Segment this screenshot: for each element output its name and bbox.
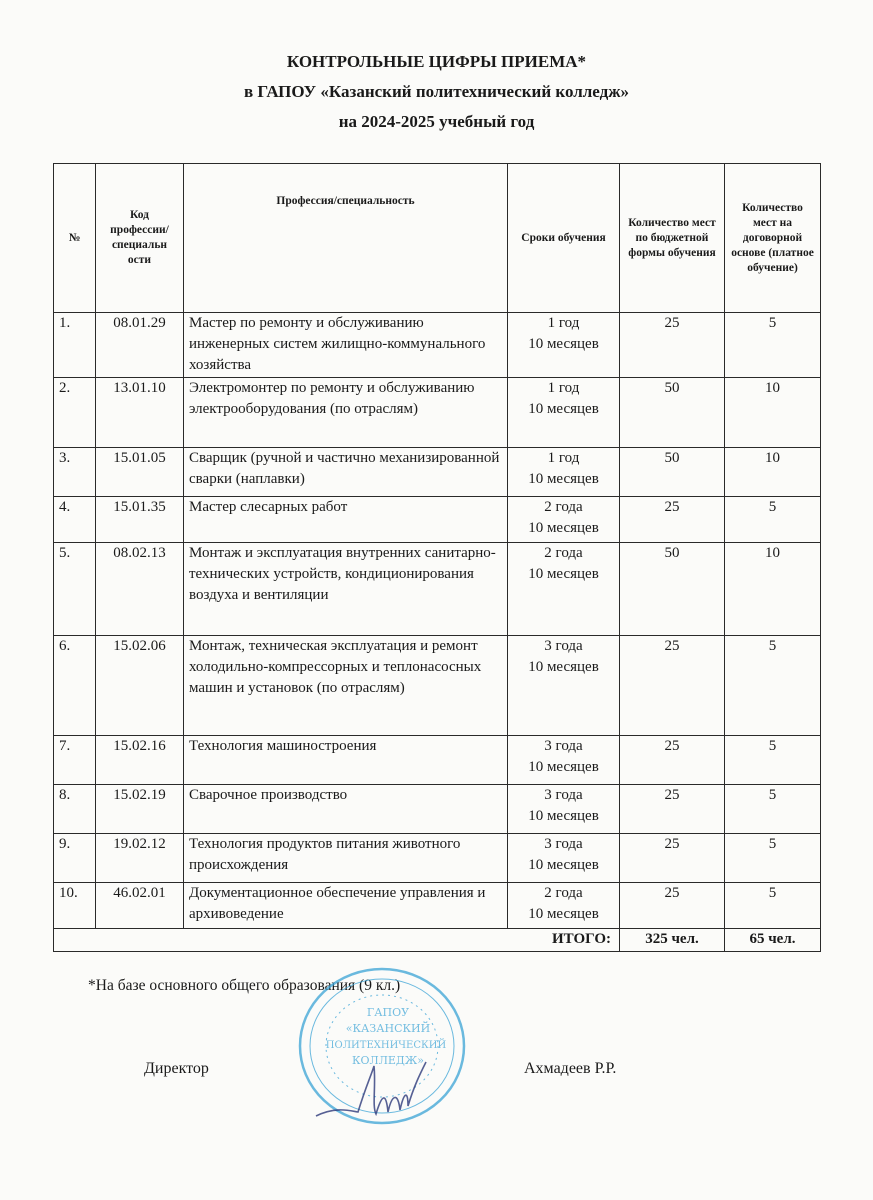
row-num: 2. bbox=[54, 378, 96, 448]
total-paid: 65 чел. bbox=[725, 929, 821, 952]
term-months: 10 месяцев bbox=[528, 906, 599, 922]
row-term bbox=[508, 785, 620, 834]
term-years: 1 год bbox=[547, 380, 580, 396]
row-code: 15.02.16 bbox=[96, 736, 184, 785]
term-months: 10 месяцев bbox=[528, 520, 599, 536]
row-paid: 5 bbox=[725, 636, 821, 736]
table-row bbox=[54, 497, 821, 543]
row-code: 08.02.13 bbox=[96, 543, 184, 636]
row-term bbox=[508, 313, 620, 378]
term-years: 3 года bbox=[544, 638, 583, 654]
header-profession: Профессия/специальность bbox=[184, 164, 508, 313]
table-row bbox=[54, 636, 821, 736]
header-paid: Количество мест на договорной основе (платное обучение) bbox=[725, 164, 821, 313]
row-name: Монтаж, техническая эксплуатация и ремонт холодильно-компрессорных и теплонасосных машин и установок (по отраслям) bbox=[184, 636, 508, 736]
row-paid: 5 bbox=[725, 834, 821, 883]
row-term bbox=[508, 736, 620, 785]
stamp-line: ГАПОУ bbox=[366, 1006, 410, 1019]
row-paid: 5 bbox=[725, 313, 821, 378]
row-budget: 50 bbox=[620, 448, 725, 497]
row-name: Технология машиностроения bbox=[184, 736, 508, 785]
row-num: 7. bbox=[54, 736, 96, 785]
director-title: Директор bbox=[144, 1060, 209, 1077]
row-name: Монтаж и эксплуатация внутренних санитарно-технических устройств, кондиционирования воздуха и вентиляции bbox=[184, 543, 508, 636]
row-budget: 50 bbox=[620, 378, 725, 448]
term-years: 3 года bbox=[544, 787, 583, 803]
admission-table bbox=[53, 163, 821, 952]
row-code: 15.01.05 bbox=[96, 448, 184, 497]
term-years: 2 года bbox=[544, 885, 583, 901]
row-name: Мастер по ремонту и обслуживанию инженерных систем жилищно-коммунального хозяйства bbox=[184, 313, 508, 378]
row-paid: 10 bbox=[725, 378, 821, 448]
table-row bbox=[54, 313, 821, 378]
row-name: Сварочное производство bbox=[184, 785, 508, 834]
table-row bbox=[54, 883, 821, 929]
table-row bbox=[54, 378, 821, 448]
row-paid: 10 bbox=[725, 543, 821, 636]
term-years: 3 года bbox=[544, 738, 583, 754]
term-months: 10 месяцев bbox=[528, 759, 599, 775]
row-budget: 25 bbox=[620, 834, 725, 883]
stamp-line: ПОЛИТЕХНИЧЕСКИЙ bbox=[325, 1040, 447, 1051]
term-years: 2 года bbox=[544, 499, 583, 515]
row-num: 3. bbox=[54, 448, 96, 497]
row-paid: 5 bbox=[725, 736, 821, 785]
total-label: ИТОГО: bbox=[54, 929, 620, 952]
row-num: 6. bbox=[54, 636, 96, 736]
row-budget: 50 bbox=[620, 543, 725, 636]
table-header-row bbox=[54, 164, 821, 313]
term-years: 1 год bbox=[547, 450, 580, 466]
row-term bbox=[508, 378, 620, 448]
header-term: Сроки обучения bbox=[508, 164, 620, 313]
table-row bbox=[54, 834, 821, 883]
row-paid: 10 bbox=[725, 448, 821, 497]
row-term bbox=[508, 883, 620, 929]
document-year: на 2024-2025 учебный год bbox=[338, 112, 535, 131]
document-subtitle: в ГАПОУ «Казанский политехнический колледж» bbox=[243, 82, 630, 101]
table-row bbox=[54, 448, 821, 497]
total-budget: 325 чел. bbox=[620, 929, 725, 952]
row-paid: 5 bbox=[725, 785, 821, 834]
row-code: 08.01.29 bbox=[96, 313, 184, 378]
header-code: Код профессии/ специальн ости bbox=[96, 164, 184, 313]
row-code: 15.02.19 bbox=[96, 785, 184, 834]
row-num: 4. bbox=[54, 497, 96, 543]
row-name: Мастер слесарных работ bbox=[184, 497, 508, 543]
row-name: Документационное обеспечение управления и архивоведение bbox=[184, 883, 508, 929]
term-months: 10 месяцев bbox=[528, 336, 599, 352]
total-row bbox=[54, 929, 821, 952]
row-term bbox=[508, 497, 620, 543]
row-budget: 25 bbox=[620, 736, 725, 785]
row-budget: 25 bbox=[620, 785, 725, 834]
row-num: 10. bbox=[54, 883, 96, 929]
term-years: 1 год bbox=[547, 315, 580, 331]
row-name: Технология продуктов питания животного происхождения bbox=[184, 834, 508, 883]
row-num: 8. bbox=[54, 785, 96, 834]
row-code: 15.02.06 bbox=[96, 636, 184, 736]
term-months: 10 месяцев bbox=[528, 857, 599, 873]
row-num: 9. bbox=[54, 834, 96, 883]
row-paid: 5 bbox=[725, 497, 821, 543]
row-budget: 25 bbox=[620, 313, 725, 378]
row-code: 46.02.01 bbox=[96, 883, 184, 929]
row-term bbox=[508, 834, 620, 883]
term-months: 10 месяцев bbox=[528, 401, 599, 417]
term-months: 10 месяцев bbox=[528, 471, 599, 487]
row-term bbox=[508, 448, 620, 497]
table-row bbox=[54, 736, 821, 785]
stamp-line: КОЛЛЕДЖ» bbox=[352, 1054, 424, 1067]
document-title: КОНТРОЛЬНЫЕ ЦИФРЫ ПРИЕМА* bbox=[286, 52, 587, 71]
footnote: *На базе основного общего образования (9 кл.) bbox=[88, 977, 401, 994]
row-name: Электромонтер по ремонту и обслуживанию электрооборудования (по отраслям) bbox=[184, 378, 508, 448]
row-budget: 25 bbox=[620, 883, 725, 929]
term-months: 10 месяцев bbox=[528, 566, 599, 582]
stamp-line: «КАЗАНСКИЙ bbox=[345, 1022, 431, 1035]
header-num: № bbox=[54, 164, 96, 313]
term-months: 10 месяцев bbox=[528, 659, 599, 675]
row-num: 5. bbox=[54, 543, 96, 636]
row-budget: 25 bbox=[620, 636, 725, 736]
term-years: 3 года bbox=[544, 836, 583, 852]
term-months: 10 месяцев bbox=[528, 808, 599, 824]
row-num: 1. bbox=[54, 313, 96, 378]
official-stamp-icon bbox=[296, 966, 468, 1126]
term-years: 2 года bbox=[544, 545, 583, 561]
director-name: Ахмадеев Р.Р. bbox=[524, 1060, 617, 1077]
table-row bbox=[54, 543, 821, 636]
row-code: 15.01.35 bbox=[96, 497, 184, 543]
row-term bbox=[508, 543, 620, 636]
document-header bbox=[0, 48, 873, 136]
row-name: Сварщик (ручной и частично механизированной сварки (наплавки) bbox=[184, 448, 508, 497]
row-code: 19.02.12 bbox=[96, 834, 184, 883]
table-row bbox=[54, 785, 821, 834]
header-budget: Количество мест по бюджетной формы обучения bbox=[620, 164, 725, 313]
row-budget: 25 bbox=[620, 497, 725, 543]
row-paid: 5 bbox=[725, 883, 821, 929]
row-term bbox=[508, 636, 620, 736]
row-code: 13.01.10 bbox=[96, 378, 184, 448]
